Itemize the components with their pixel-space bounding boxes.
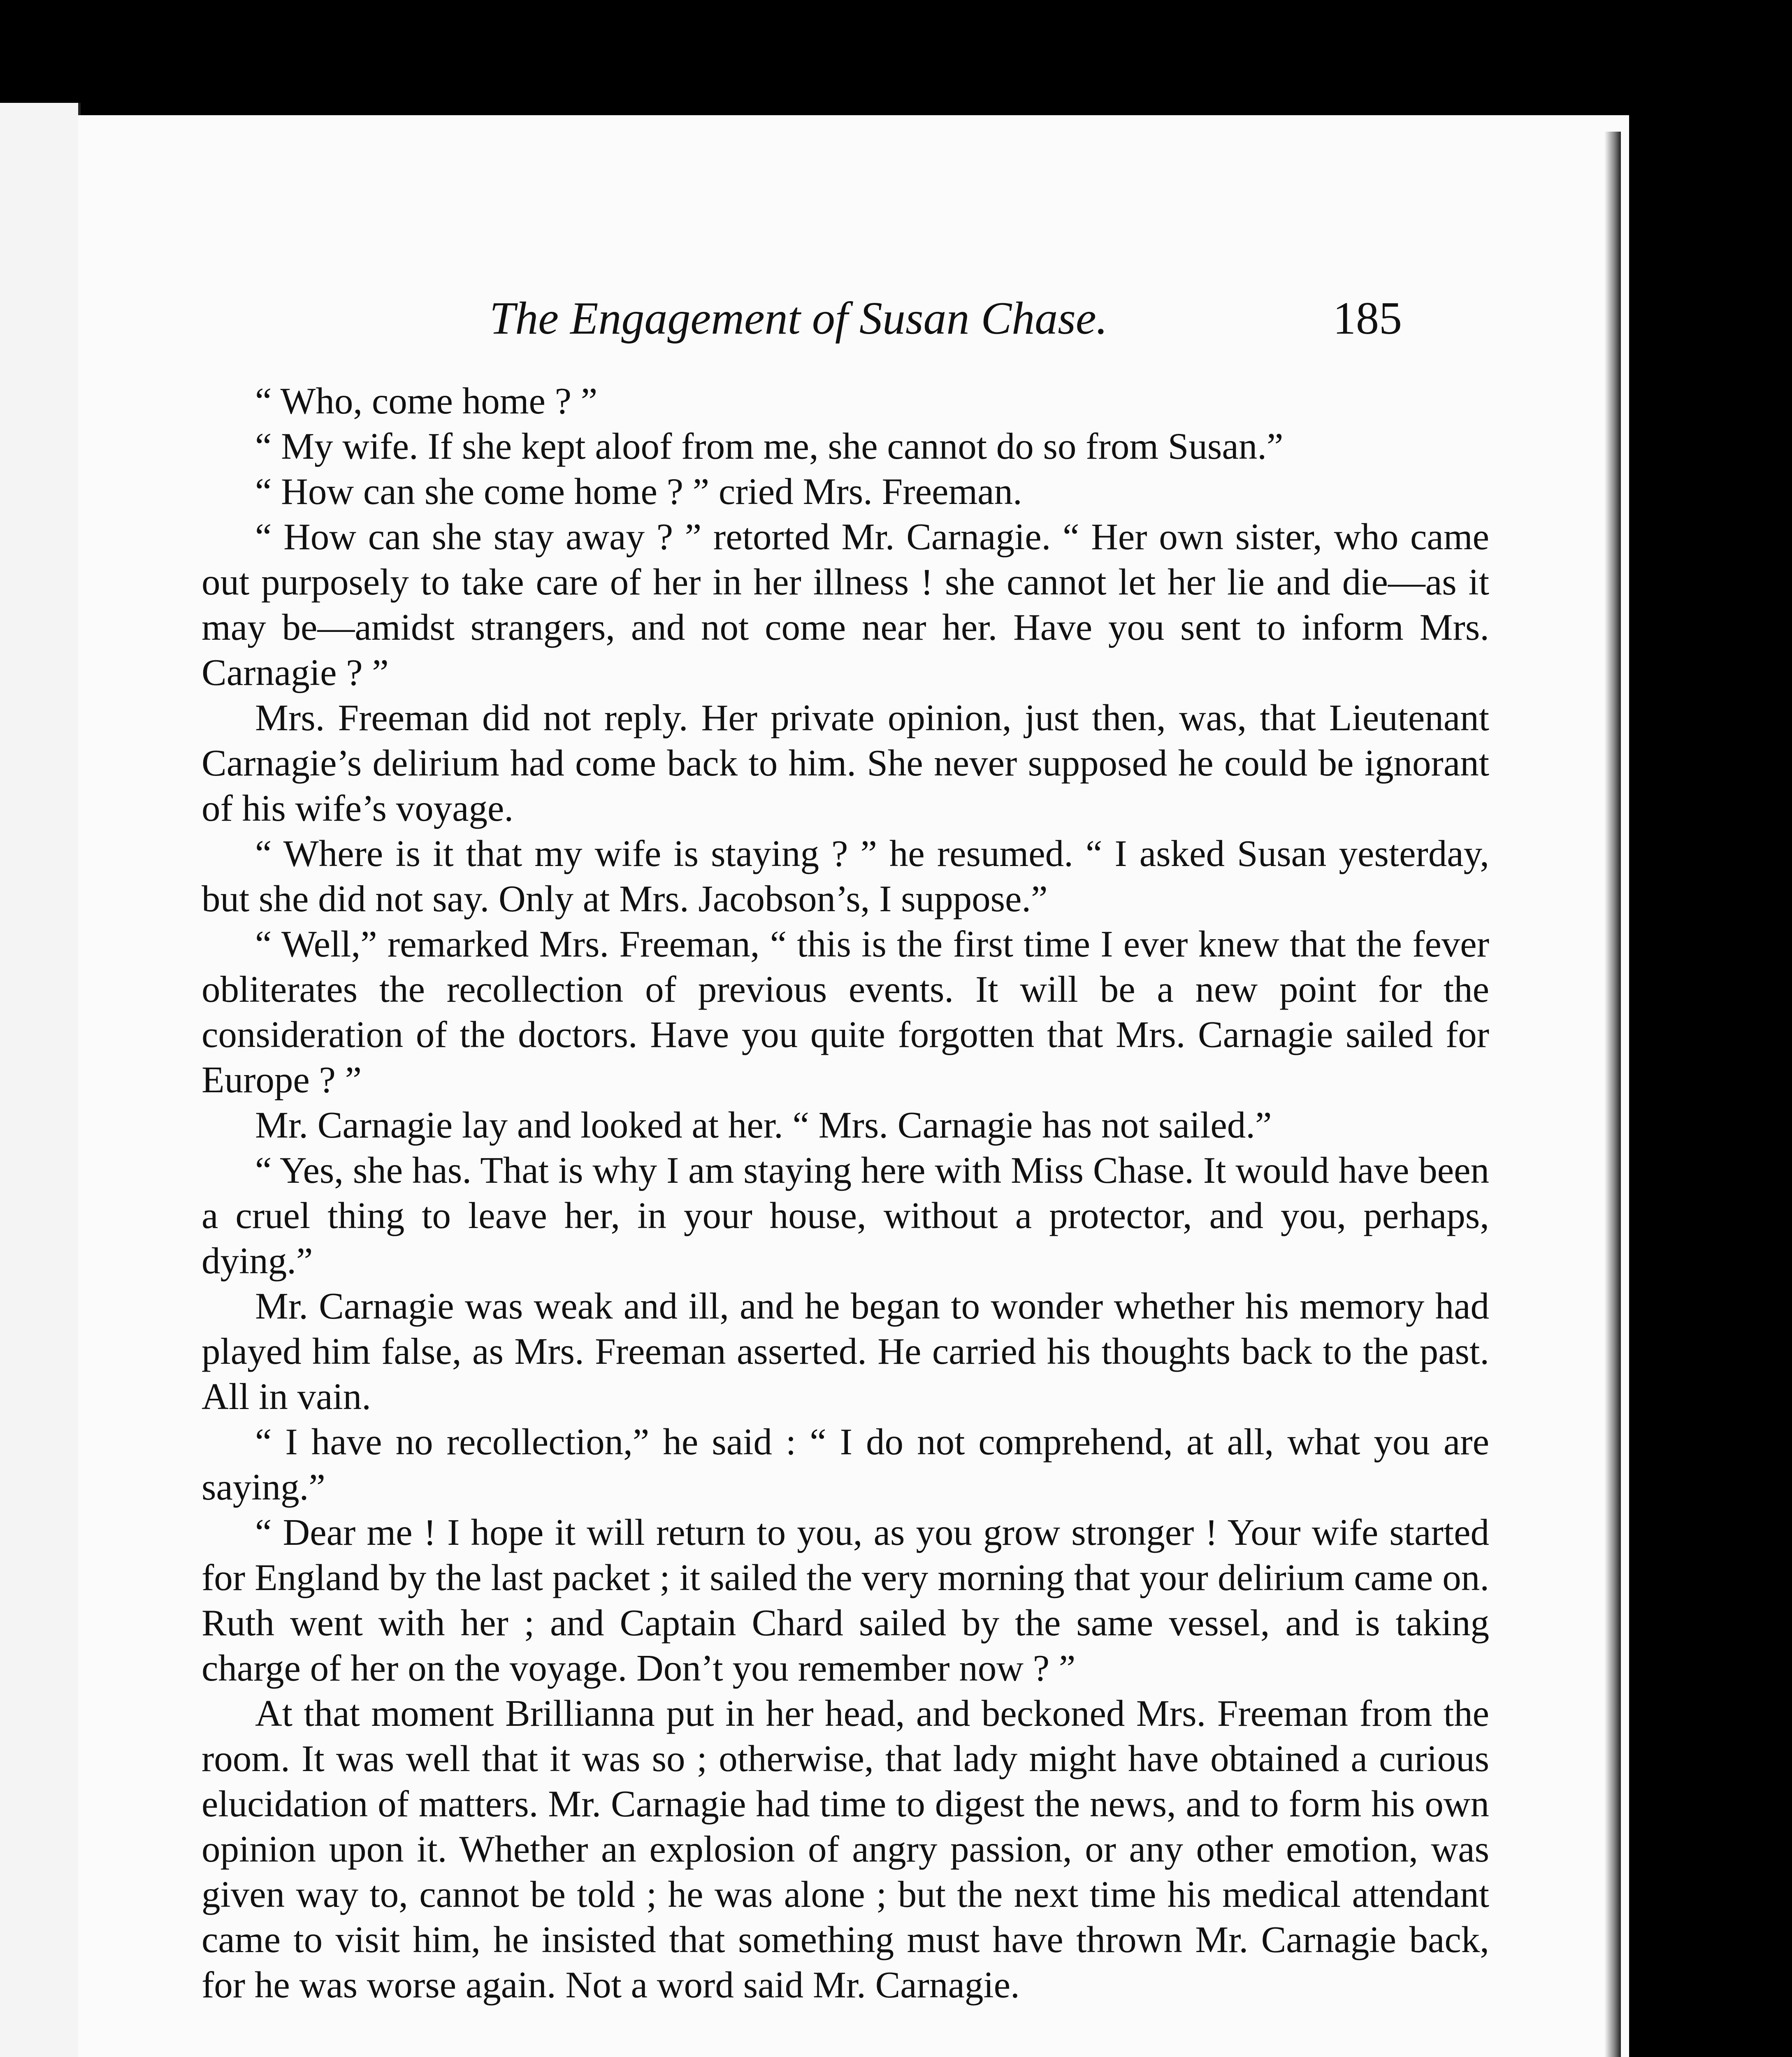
paragraph: “ Where is it that my wife is staying ? ” he resumed. “ I asked Susan yesterday, but she did not say. Only at Mrs. Jacobson’s, I suppose.” xyxy=(202,833,1489,919)
body-text xyxy=(202,378,1489,2008)
paragraph: “ How can she come home ? ” cried Mrs. Freeman. xyxy=(255,471,1022,512)
paragraph: “ Yes, she has. That is why I am staying here with Miss Chase. It would have been a cruel thing to leave her, in your house, without a protector, and you, perhaps, dying.” xyxy=(202,1149,1489,1282)
paragraph: Mrs. Freeman did not reply. Her private opinion, just then, was, that Lieutenant Carnagie’s delirium had come back to him. She never supposed he could be ignorant of his wife’s voyage. xyxy=(202,697,1489,829)
paragraph: Mr. Carnagie was weak and ill, and he began to wonder whether his memory had played him false, as Mrs. Freeman asserted. He carried his thoughts back to the past. All in vain. xyxy=(202,1285,1489,1417)
left-page-edge xyxy=(0,103,81,2057)
paragraph: “ Well,” remarked Mrs. Freeman, “ this is the first time I ever knew that the fever obliterates the recollection of previous events. It will be a new point for the consideration of the doctors. Have you quite forgotten that Mrs. Carnagie sailed for Europe ? ” xyxy=(202,923,1489,1100)
paragraph: “ Dear me ! I hope it will return to you, as you grow stronger ! Your wife started for England by the last packet ; it sailed the very morning that your delirium came on. Ruth went with her ; and Captain Chard sailed by the same vessel, and is taking charge of her on the voyage. Don’t you remember now ? ” xyxy=(202,1511,1489,1689)
page-number: 185 xyxy=(1333,293,1402,344)
running-head xyxy=(78,292,1629,354)
running-title: The Engagement of Susan Chase. xyxy=(490,293,1108,344)
paragraph: “ I have no recollection,” he said : “ I do not comprehend, at all, what you are saying.” xyxy=(202,1421,1489,1508)
paragraph: “ How can she stay away ? ” retorted Mr. Carnagie. “ Her own sister, who came out purposely to take care of her in her illness ! she cannot let her lie and die—as it may be—amidst strangers, and not come near her. Have you sent to inform Mrs. Carnagie ? ” xyxy=(202,516,1489,693)
page-edge-shadow xyxy=(1604,132,1621,2057)
paragraph: “ My wife. If she kept aloof from me, she cannot do so from Susan.” xyxy=(255,425,1284,467)
book-page xyxy=(78,115,1629,2057)
paragraph: At that moment Brillianna put in her head, and beckoned Mrs. Freeman from the room. It was well that it was so ; otherwise, that lady might have obtained a curious elucidation of matters. Mr. Carnagie had time to digest the news, and to form his own opinion upon it. Whether an explosion of angry passion, or any other emotion, was given way to, cannot be told ; he was alone ; but the next time his medical attendant came to visit him, he insisted that something must have thrown Mr. Carnagie back, for he was worse again. Not a word said Mr. Carnagie. xyxy=(202,1692,1489,2006)
paragraph: “ Who, come home ? ” xyxy=(255,380,598,422)
paragraph: Mr. Carnagie lay and looked at her. “ Mrs. Carnagie has not sailed.” xyxy=(255,1104,1272,1146)
